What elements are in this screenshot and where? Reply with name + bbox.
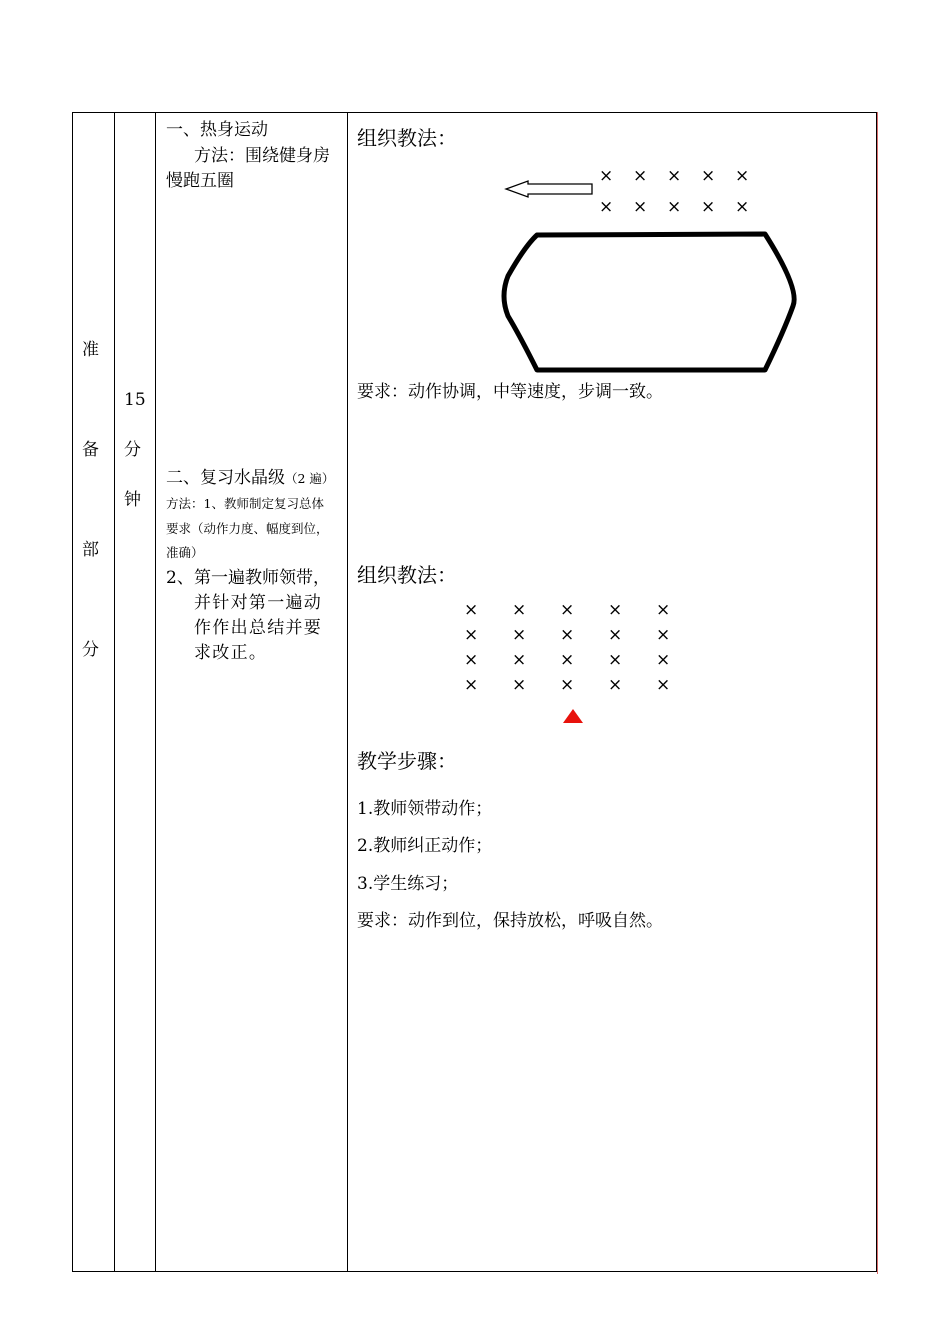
student-mark: × bbox=[735, 197, 750, 217]
item2-method-line2: 要求（动作力度、幅度到位， bbox=[166, 521, 329, 536]
item1-method-line2: 慢跑五圈 bbox=[166, 171, 234, 191]
student-mark: × bbox=[608, 600, 623, 620]
student-mark: × bbox=[667, 197, 682, 217]
item1-title: 一、热身运动 bbox=[166, 120, 268, 140]
steps-heading: 教学步骤： bbox=[357, 749, 457, 773]
page-edge-line bbox=[877, 112, 878, 1274]
student-mark: × bbox=[608, 650, 623, 670]
org2-heading: 组织教法： bbox=[357, 563, 457, 587]
student-mark: × bbox=[656, 625, 671, 645]
section-char: 准 bbox=[82, 340, 99, 360]
step-2: 2.教师纠正动作； bbox=[357, 836, 493, 856]
step-1: 1.教师领带动作； bbox=[357, 799, 493, 819]
duration-unit-char: 分 bbox=[124, 440, 141, 460]
student-mark: × bbox=[608, 625, 623, 645]
section-char: 分 bbox=[82, 640, 99, 660]
student-mark: × bbox=[512, 675, 527, 695]
section-char: 部 bbox=[82, 540, 99, 560]
running-track-diagram bbox=[500, 176, 800, 376]
org2-requirement: 要求：动作到位，保持放松，呼吸自然。 bbox=[357, 911, 663, 931]
student-mark: × bbox=[599, 197, 614, 217]
student-mark: × bbox=[701, 166, 716, 186]
item2-method-line1: 方法：1、教师制定复习总体 bbox=[166, 496, 324, 511]
item2-method-line3: 准确） bbox=[166, 545, 204, 560]
item2-step-line1: 第一遍教师领带， bbox=[194, 568, 330, 588]
student-mark: × bbox=[560, 600, 575, 620]
student-mark: × bbox=[512, 625, 527, 645]
student-mark: × bbox=[608, 675, 623, 695]
column-divider-3 bbox=[347, 112, 348, 1272]
item2-times: （2 遍） bbox=[285, 471, 335, 486]
running-track bbox=[504, 234, 794, 370]
teacher-triangle-icon bbox=[562, 708, 584, 724]
direction-arrow-icon bbox=[506, 181, 592, 197]
student-mark: × bbox=[464, 625, 479, 645]
item2-step-line3: 作作出总结并要 bbox=[194, 618, 323, 638]
student-mark: × bbox=[633, 197, 648, 217]
student-mark: × bbox=[656, 675, 671, 695]
step-3: 3.学生练习； bbox=[357, 874, 459, 894]
org1-requirement: 要求：动作协调，中等速度，步调一致。 bbox=[357, 382, 663, 402]
item2-title: 二、复习水晶级 bbox=[166, 468, 285, 488]
student-mark: × bbox=[656, 650, 671, 670]
student-mark: × bbox=[560, 675, 575, 695]
student-mark: × bbox=[656, 600, 671, 620]
student-mark: × bbox=[667, 166, 682, 186]
org1-heading: 组织教法： bbox=[357, 126, 457, 150]
column-divider-2 bbox=[155, 112, 156, 1272]
student-mark: × bbox=[464, 675, 479, 695]
item2-step-line2: 并针对第一遍动 bbox=[194, 593, 323, 613]
student-mark: × bbox=[464, 600, 479, 620]
column-divider-1 bbox=[114, 112, 115, 1272]
item1-method-line1: 方法：围绕健身房 bbox=[194, 146, 330, 166]
student-mark: × bbox=[464, 650, 479, 670]
student-mark: × bbox=[512, 600, 527, 620]
duration-unit-char: 钟 bbox=[124, 490, 141, 510]
student-mark: × bbox=[560, 625, 575, 645]
section-char: 备 bbox=[82, 440, 99, 460]
student-mark: × bbox=[512, 650, 527, 670]
student-mark: × bbox=[633, 166, 648, 186]
item2-step-line4: 求改正。 bbox=[194, 643, 268, 663]
item2-step-number: 2、 bbox=[166, 568, 194, 588]
student-mark: × bbox=[701, 197, 716, 217]
student-mark: × bbox=[735, 166, 750, 186]
student-mark: × bbox=[560, 650, 575, 670]
student-mark: × bbox=[599, 166, 614, 186]
duration-number: 15 bbox=[124, 390, 146, 410]
